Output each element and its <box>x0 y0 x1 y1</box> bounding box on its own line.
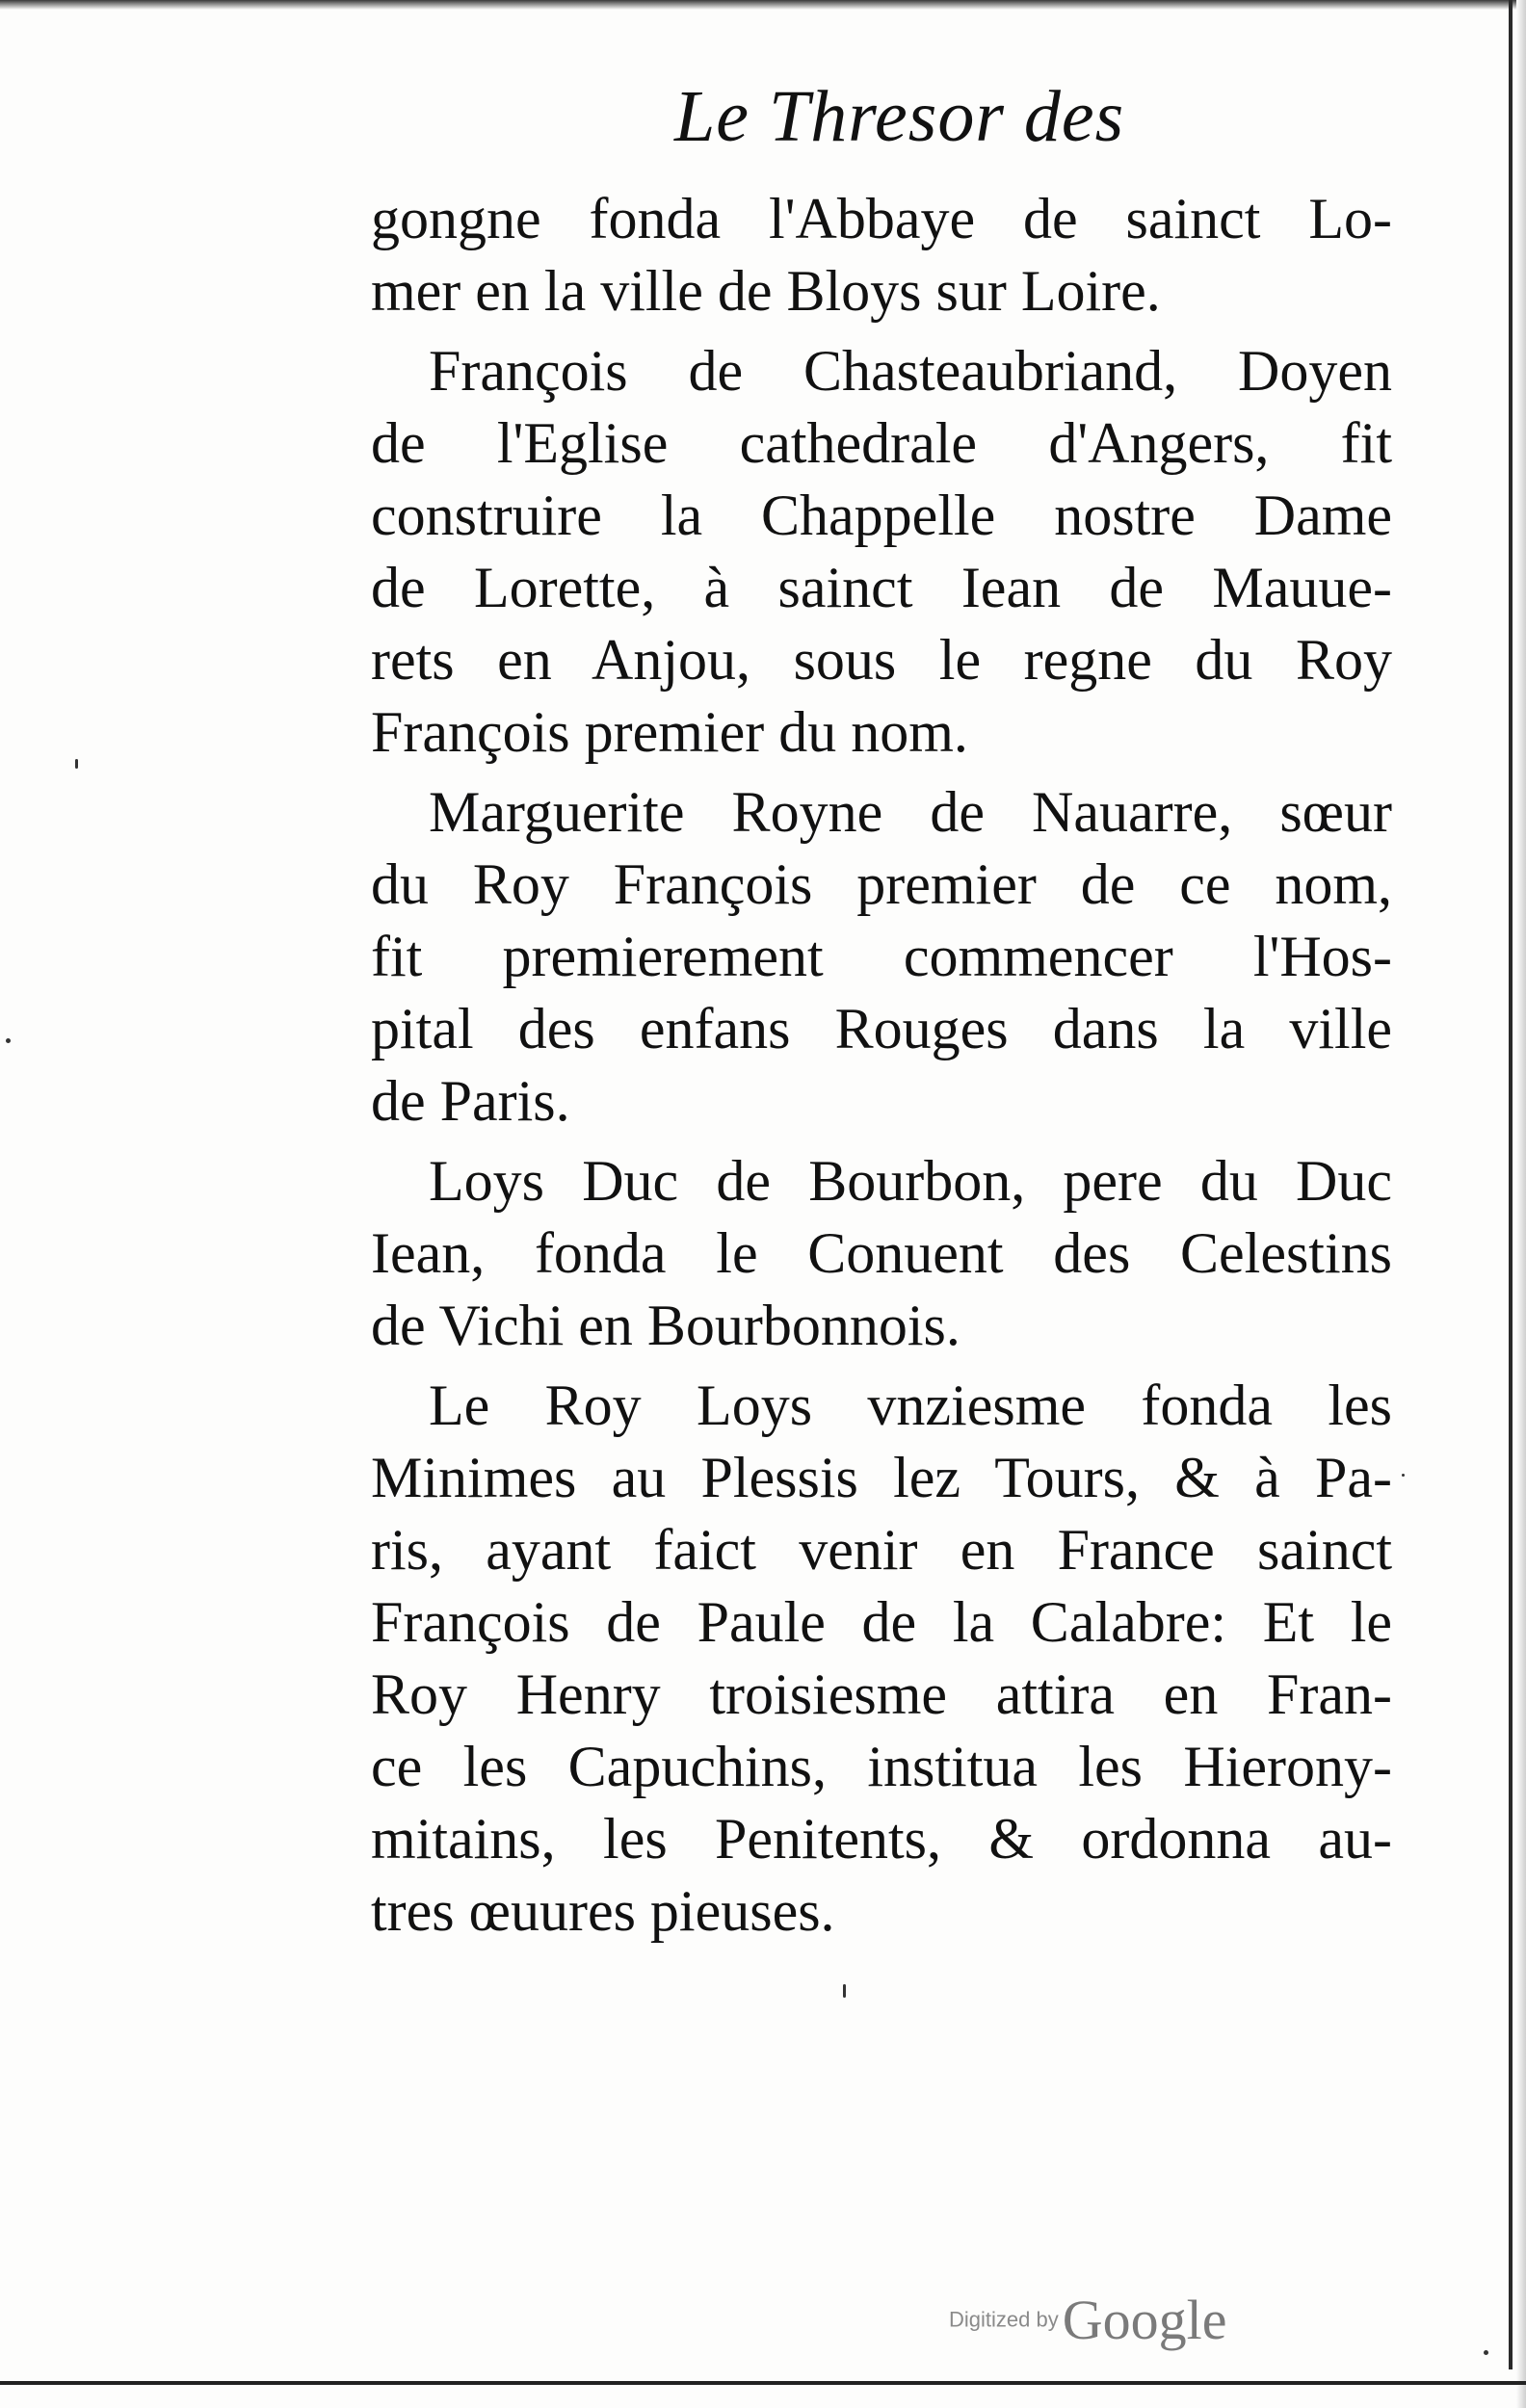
text-line: de Paris. <box>371 1069 570 1133</box>
scan-speck <box>1402 1474 1405 1477</box>
text-line: de Lorette, à sainct Iean de Mauue- <box>371 556 1392 619</box>
page-bottom-edge <box>0 2381 1526 2385</box>
text-line: François premier du nom. <box>371 700 968 764</box>
watermark-prefix: Digitized by <box>949 2307 1059 2332</box>
text-line: du Roy François premier de ce nom, <box>371 852 1392 916</box>
text-line: ce les Capuchins, institua les Hierony- <box>371 1735 1392 1798</box>
paragraph-4 <box>371 1145 1392 1362</box>
paragraph-5 <box>371 1370 1392 1948</box>
digitization-watermark <box>949 2288 1226 2352</box>
page-top-edge <box>0 0 1526 10</box>
text-line: François de Chasteaubriand, Doyen <box>429 339 1392 403</box>
text-line: construire la Chappelle nostre Dame <box>371 484 1392 547</box>
text-line: Marguerite Royne de Nauarre, sœur <box>429 780 1392 844</box>
text-line: mer en la ville de Bloys sur Loire. <box>371 259 1161 323</box>
scan-speck <box>75 759 78 769</box>
text-line: de l'Eglise cathedrale d'Angers, fit <box>371 411 1392 475</box>
paragraph-1 <box>371 183 1392 327</box>
google-logo: Google <box>1062 2289 1227 2351</box>
text-line: tres œuures pieuses. <box>371 1879 835 1943</box>
text-line: Iean, fonda le Conuent des Celestins <box>371 1221 1392 1285</box>
text-line: de Vichi en Bourbonnois. <box>371 1294 960 1357</box>
text-line: Minimes au Plessis lez Tours, & à Pa- <box>371 1446 1392 1509</box>
text-line: Le Roy Loys vnziesme fonda les <box>429 1374 1392 1437</box>
text-line: pital des enfans Rouges dans la ville <box>371 997 1392 1060</box>
text-line: fit premierement commencer l'Hos- <box>371 925 1392 988</box>
scan-speck <box>6 1038 11 1043</box>
paragraph-3 <box>371 776 1392 1138</box>
text-line: Roy Henry troisiesme attira en Fran- <box>371 1662 1392 1726</box>
body-text <box>371 183 1392 1948</box>
page-right-shadow <box>1516 0 1526 2408</box>
scan-speck <box>843 1984 846 1998</box>
text-line: mitains, les Penitents, & ordonna au- <box>371 1807 1392 1871</box>
text-line: ris, ayant faict venir en France sainct <box>371 1518 1392 1582</box>
text-line: Loys Duc de Bourbon, pere du Duc <box>429 1149 1392 1213</box>
page-right-edge <box>1509 0 1513 2369</box>
paragraph-2 <box>371 335 1392 769</box>
text-line: gongne fonda l'Abbaye de sainct Lo- <box>371 187 1392 250</box>
scan-speck <box>1484 2350 1488 2355</box>
running-head: Le Thresor des <box>674 76 1125 157</box>
text-line: François de Paule de la Calabre: Et le <box>371 1590 1392 1654</box>
text-line: rets en Anjou, sous le regne du Roy <box>371 628 1392 692</box>
